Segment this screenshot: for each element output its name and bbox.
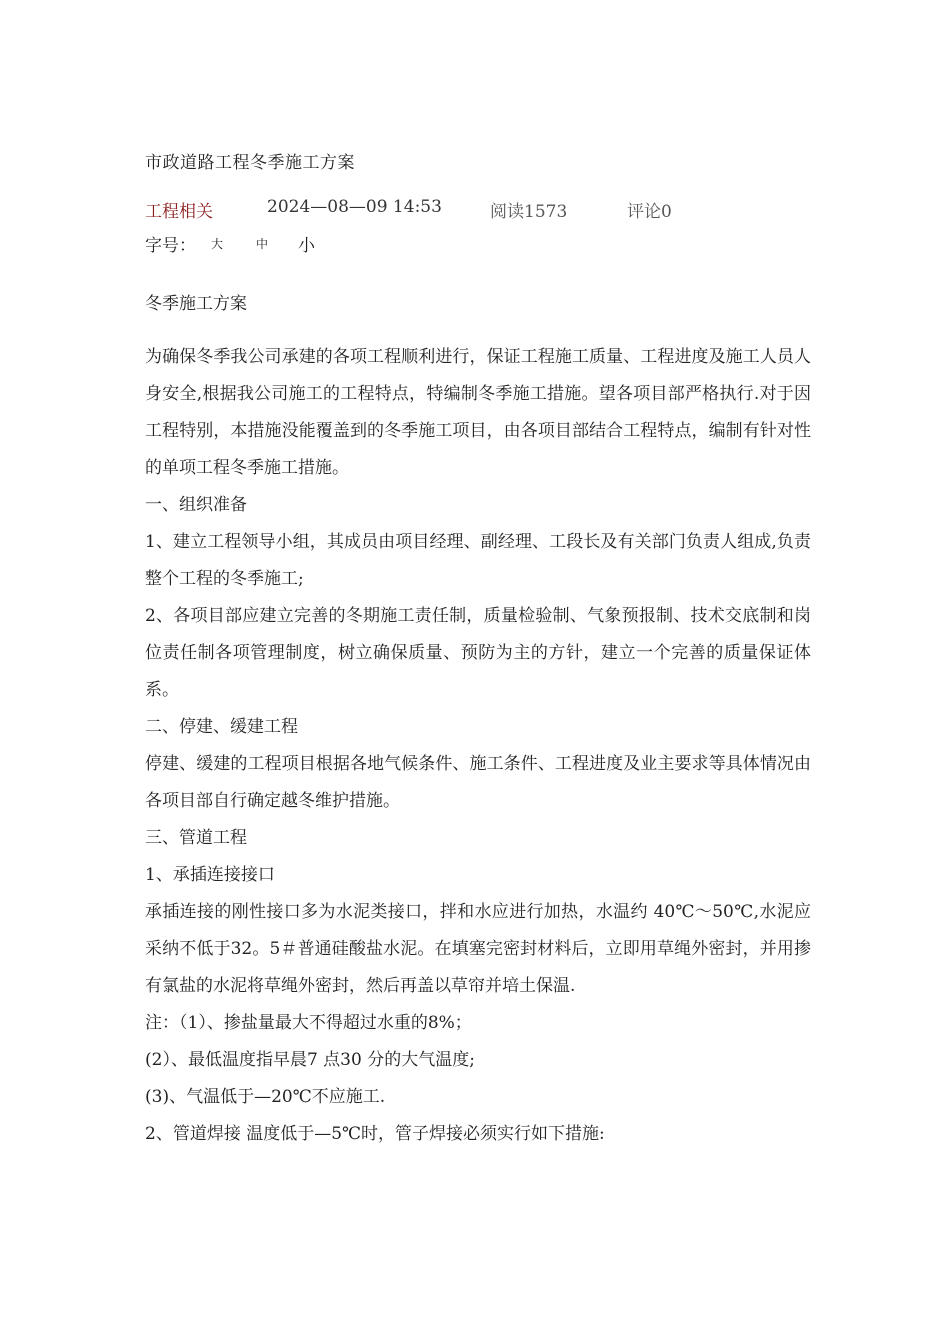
paragraph-item: 承插连接的刚性接口多为水泥类接口，拌和水应进行加热，水温约 40℃～50℃,水泥应采纳不低于32。5＃普通硅酸盐水泥。在填塞完密封材料后，立即用草绳外密封，并用掺有氯盐的水泥将草绳外密封，然后再盖以草帘并培土保温. — [145, 902, 811, 996]
font-size-selector — [145, 231, 445, 255]
content-heading: 冬季施工方案 — [145, 294, 247, 314]
comment-count[interactable]: 评论0 — [627, 202, 672, 222]
paragraph-intro: 为确保冬季我公司承建的各项工程顺利进行，保证工程施工质量、工程进度及施工人员人身安全,根据我公司施工的工程特点，特编制冬季施工措施。望各项目部严格执行.对于因工程特别，本措施没能覆盖到的冬季施工项目，由各项目部结合工程特点，编制有针对性的单项工程冬季施工措施。 — [145, 347, 811, 478]
article-meta — [145, 197, 845, 222]
paragraph-item: 1、建立工程领导小组，其成员由项目经理、副经理、工段长及有关部门负责人组成,负责整个工程的冬季施工; — [145, 532, 811, 589]
article-body — [145, 286, 811, 1153]
paragraph-item: 停建、缓建的工程项目根据各地气候条件、施工条件、工程进度及业主要求等具体情况由各项目部自行确定越冬维护措施。 — [145, 754, 811, 811]
section-heading-organization: 一、组织准备 — [145, 495, 247, 515]
font-size-medium-button[interactable]: 中 — [256, 237, 269, 251]
subsection-heading: 1、承插连接接口 — [145, 865, 275, 885]
read-count: 阅读1573 — [490, 202, 568, 222]
font-size-label: 字号： — [145, 236, 196, 256]
section-heading-suspension: 二、停建、缓建工程 — [145, 717, 298, 737]
publish-datetime: 2024—08—09 14:53 — [267, 197, 442, 217]
font-size-small-button[interactable]: 小 — [298, 236, 315, 256]
section-heading-pipeline: 三、管道工程 — [145, 828, 247, 848]
article-title: 市政道路工程冬季施工方案 — [145, 153, 355, 173]
category-link[interactable]: 工程相关 — [145, 202, 213, 222]
note-item: (3)、气温低于—20℃不应施工. — [145, 1087, 386, 1107]
font-size-large-button[interactable]: 大 — [211, 237, 224, 251]
subsection-heading: 2、管道焊接 温度低于—5℃时，管子焊接必须实行如下措施: — [145, 1124, 605, 1144]
paragraph-item: 2、各项目部应建立完善的冬期施工责任制，质量检验制、气象预报制、技术交底制和岗位责任制各项管理制度，树立确保质量、预防为主的方针，建立一个完善的质量保证体系。 — [145, 606, 811, 700]
note-item: (2）、最低温度指早晨7 点30 分的大气温度; — [145, 1050, 475, 1070]
note-item: 注：（1）、掺盐量最大不得超过水重的8%； — [145, 1013, 472, 1033]
